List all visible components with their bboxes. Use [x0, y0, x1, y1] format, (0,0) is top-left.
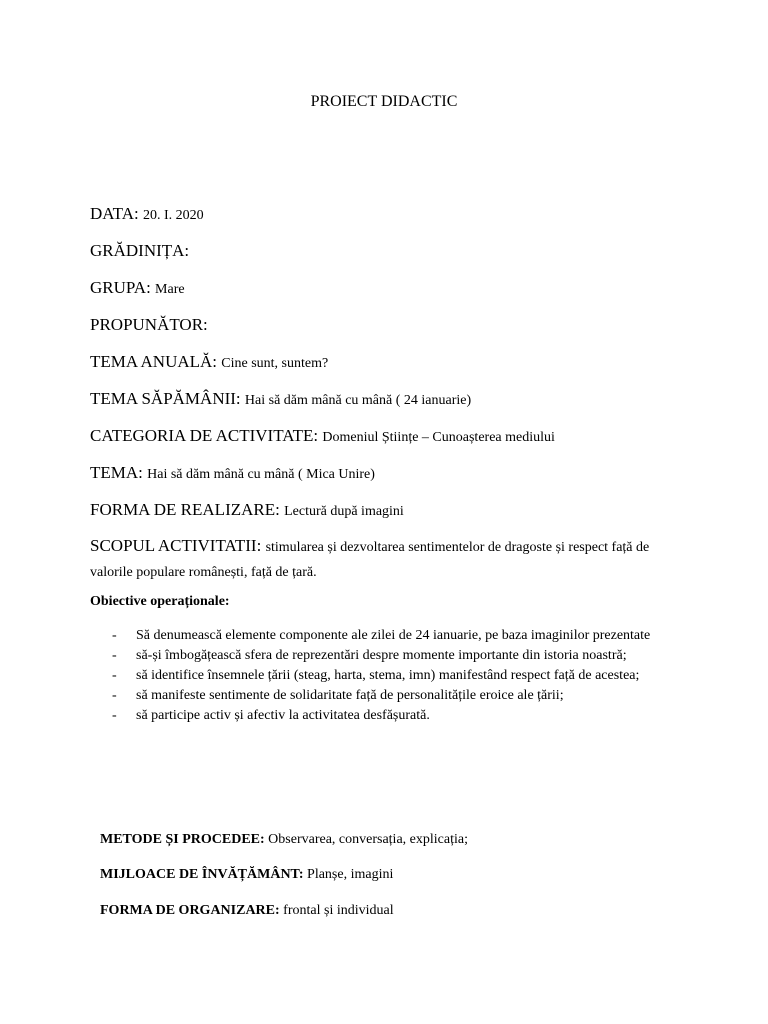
- field-tema-saptamanii: [90, 386, 718, 413]
- field-data: [90, 201, 718, 228]
- info-metode-value: Observarea, conversația, explicația;: [268, 832, 468, 847]
- field-data-label: DATA:: [90, 204, 139, 223]
- field-tema-value: Hai să dăm mână cu mână ( Mica Unire): [147, 467, 375, 482]
- field-tema-label: TEMA:: [90, 463, 143, 482]
- field-forma-realizare-label: FORMA DE REALIZARE:: [90, 500, 280, 519]
- field-gradinita-label: GRĂDINIȚA:: [90, 241, 190, 260]
- info-metode: [100, 832, 468, 848]
- list-item: - să-și îmbogățească sfera de reprezentări despre momente importante din istoria noastră;: [112, 648, 627, 663]
- field-scopul-label: SCOPUL ACTIVITATII:: [90, 536, 262, 555]
- field-categoria-value: Domeniul Științe – Cunoașterea mediului: [322, 430, 555, 445]
- field-forma-realizare-value: Lectură după imagini: [284, 504, 404, 519]
- objective-text: să participe activ și afectiv la activitatea desfășurată.: [136, 708, 430, 723]
- field-propunator: [90, 312, 718, 339]
- list-item: - să manifeste sentimente de solidaritate față de personalitățile eroice ale țării;: [112, 688, 564, 703]
- field-tema: [90, 460, 718, 487]
- field-grupa-label: GRUPA:: [90, 278, 151, 297]
- objectives-list: [112, 626, 672, 726]
- field-categoria: [90, 423, 718, 450]
- info-forma-organizare-value: frontal și individual: [283, 903, 394, 918]
- list-item: - să participe activ și afectiv la activitatea desfășurată.: [112, 708, 430, 723]
- info-mijloace-value: Planșe, imagini: [307, 867, 394, 882]
- list-item: - să identifice însemnele țării (steag, harta, stema, imn) manifestând respect față de acestea;: [112, 668, 640, 683]
- field-tema-anuala-label: TEMA ANUALĂ:: [90, 352, 218, 371]
- field-forma-realizare: [90, 497, 718, 524]
- field-tema-anuala: [90, 349, 718, 376]
- info-forma-organizare-label: FORMA DE ORGANIZARE:: [100, 903, 280, 918]
- field-tema-saptamanii-value: Hai să dăm mână cu mână ( 24 ianuarie): [244, 393, 472, 408]
- field-grupa-value: Mare: [155, 282, 185, 297]
- field-scopul-value: stimularea și dezvoltarea sentimentelor de dragoste și respect față de valorile populare românești, față de țară.: [90, 540, 650, 580]
- info-mijloace-label: MIJLOACE DE ÎNVĂȚĂMÂNT:: [100, 867, 304, 882]
- info-forma-organizare: [100, 903, 394, 919]
- field-categoria-label: CATEGORIA DE ACTIVITATE:: [90, 426, 319, 445]
- field-tema-saptamanii-label: TEMA SĂPĂMÂNII:: [90, 389, 241, 408]
- objective-text: să-și îmbogățească sfera de reprezentări despre momente importante din istoria noastră;: [136, 648, 627, 663]
- objective-text: să identifice însemnele țării (steag, harta, stema, imn) manifestând respect față de acestea;: [136, 668, 640, 683]
- page-title: PROIECT DIDACTIC: [310, 93, 458, 110]
- objectives-title: Obiective operaționale:: [90, 594, 230, 609]
- field-scopul: [90, 534, 678, 584]
- field-data-value: 20. I. 2020: [142, 208, 204, 223]
- field-grupa: [90, 275, 718, 302]
- objective-text: să manifeste sentimente de solidaritate față de personalitățile eroice ale țării;: [136, 688, 564, 703]
- field-gradinita: [90, 238, 718, 265]
- info-mijloace: [100, 867, 393, 883]
- info-metode-label: METODE ȘI PROCEDEE:: [100, 832, 265, 847]
- list-item: - Să denumească elemente componente ale zilei de 24 ianuarie, pe baza imaginilor prezentate: [112, 628, 651, 643]
- field-tema-anuala-value: Cine sunt, suntem?: [221, 356, 329, 371]
- field-propunator-label: PROPUNĂTOR:: [90, 315, 208, 334]
- objective-text: Să denumească elemente componente ale zilei de 24 ianuarie, pe baza imaginilor prezentate: [136, 628, 651, 643]
